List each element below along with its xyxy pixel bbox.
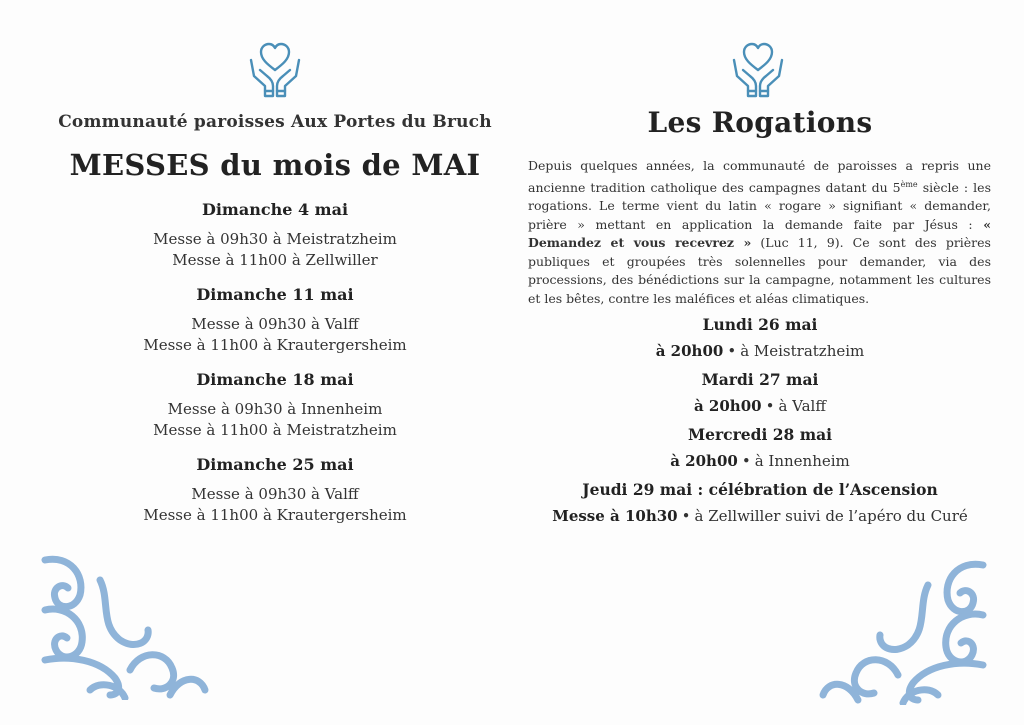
page-title: MESSES du mois de MAI [69,148,481,182]
mass-line: Messe à 09h30 à Valff [191,315,359,333]
schedule-day [30,370,520,441]
schedule-day [520,480,1000,525]
time-line [520,507,1000,525]
time-value: Messe à 10h30 [552,507,678,525]
mass-line: Messe à 11h00 à Krautergersheim [143,336,407,354]
schedule-day [520,370,1000,415]
schedule-day [30,285,520,356]
mass-line: Messe à 11h00 à Meistratzheim [153,421,397,439]
bullet: • [727,342,737,360]
day-title: Dimanche 11 mai [196,285,354,304]
schedule-day [30,200,520,271]
hands-heart-icon [728,40,788,100]
mass-schedule [30,200,520,540]
intro-superscript: ème [900,179,918,189]
mass-line: Messe à 11h00 à Krautergersheim [143,506,407,524]
swirl-ornament [818,555,988,705]
intro-text: siècle : les rogations. Le terme vient du latin « rogare » signifiant « demander, prière » mettant en application la demande faite par Jésus : [528,179,991,232]
mass-line: Messe à 09h30 à Meistratzheim [153,230,397,248]
schedule-day [520,315,1000,360]
schedule-day [30,455,520,526]
place-value: à Meistratzheim [740,342,865,360]
time-value: à 20h00 [655,342,724,360]
intro-text: (Luc 11, 9). Ce sont des prières publiques et groupées très solennelles pour demander, via des processions, des bénédictions sur la campagne, notamment les cultures et les bêtes, contre les maléfices et aléas climatiques. [528,235,991,306]
bullet: • [741,452,751,470]
swirl-ornament [40,550,210,700]
intro-quote: « Demandez et vous recevrez » [528,216,991,251]
mass-line: Messe à 11h00 à Zellwiller [172,251,378,269]
mass-line: Messe à 09h30 à Innenheim [167,400,383,418]
time-line [520,342,1000,360]
day-title: Mercredi 28 mai [687,425,833,444]
place-value: à Innenheim [754,452,850,470]
day-title: Mardi 27 mai [701,370,819,389]
parish-subtitle: Communauté paroisses Aux Portes du Bruch [58,112,492,132]
schedule-day [520,425,1000,470]
intro-text: Depuis quelques années, la communauté de paroisses a repris une ancienne tradition catholique des campagnes datant du 5 [528,158,991,195]
bullet: • [681,507,691,525]
time-line [520,452,1000,470]
place-value: à Zellwiller suivi de l’apéro du Curé [694,507,968,525]
day-title: Dimanche 25 mai [196,455,354,474]
time-value: à 20h00 [693,397,762,415]
day-title: Dimanche 18 mai [196,370,354,389]
mass-line: Messe à 09h30 à Valff [191,485,359,503]
time-value: à 20h00 [670,452,738,470]
rogations-intro [528,157,991,308]
day-title: Lundi 26 mai [702,315,818,334]
day-title: Jeudi 29 mai : célébration de l’Ascension [582,480,938,499]
place-value: à Valff [778,397,827,415]
rogations-title: Les Rogations [647,106,873,139]
time-line [520,397,1000,415]
hands-heart-icon [245,40,305,100]
day-title: Dimanche 4 mai [201,200,349,219]
bullet: • [765,397,775,415]
rogations-schedule [520,315,1000,535]
